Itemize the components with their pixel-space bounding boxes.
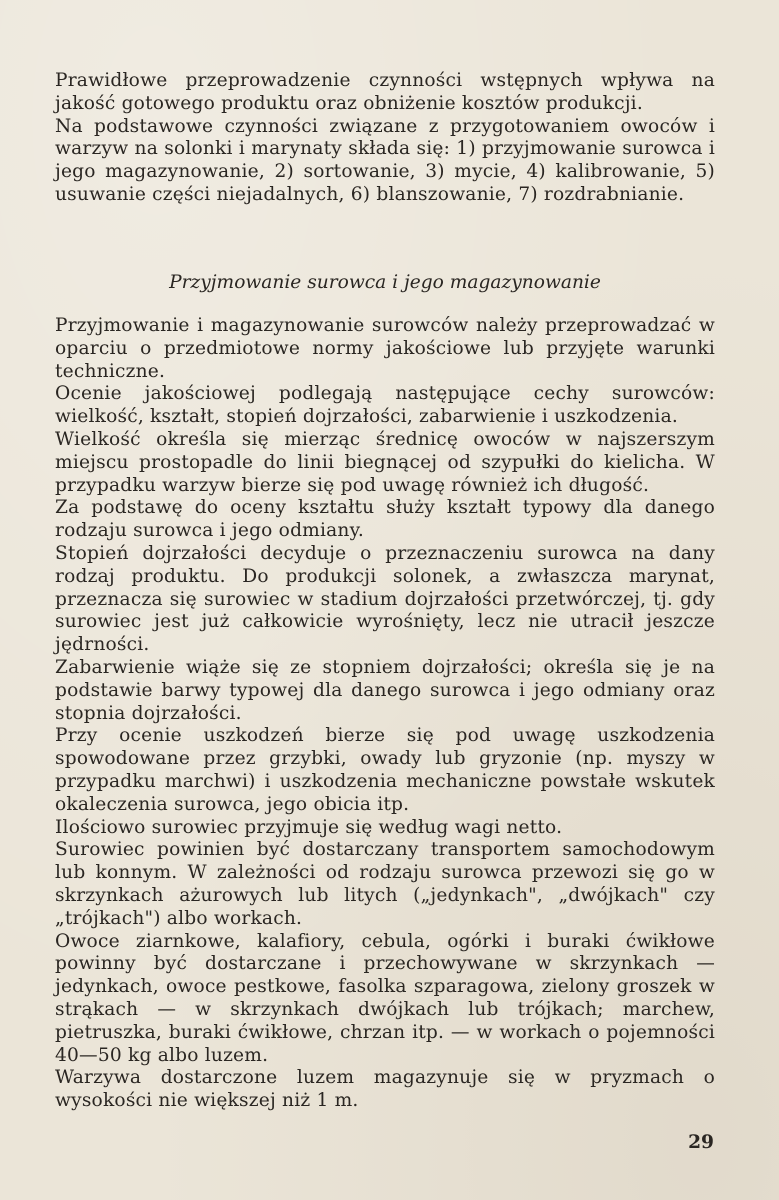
paragraph: Za podstawę do oceny kształtu służy kształt typowy dla danego rodzaju surowca i jego odmiany. bbox=[55, 497, 715, 542]
section-heading: Przyjmowanie surowca i jego magazynowanie bbox=[169, 272, 601, 293]
intro-paragraph-2: Na podstawowe czynności związane z przygotowaniem owoców i warzyw na solonki i marynaty składa się: 1) przyjmowanie surowca i jego magazynowanie, 2) sortowanie, 3) mycie, 4) kalibrowanie, 5) usuwanie części niejadalnych, 6) blanszowanie, 7) rozdrabnianie. bbox=[55, 115, 715, 205]
paragraph: Stopień dojrzałości decyduje o przeznaczeniu surowca na dany rodzaj produktu. Do produkcji solonek, a zwłaszcza marynat, przeznacza się surowiec w stadium dojrzałości przetwórczej, tj. gdy surowiec jest już całkowicie wyrośnięty, lecz nie utracił jeszcze jędrności. bbox=[55, 542, 715, 656]
paragraph: Przyjmowanie i magazynowanie surowców należy przeprowadzać w oparciu o przedmiotowe normy jakościowe lub przyjęte warunki techniczne. bbox=[55, 315, 715, 382]
section-body bbox=[55, 315, 715, 1113]
paragraph: Warzywa dostarczone luzem magazynuje się w pryzmach o wysokości nie większej niż 1 m. bbox=[55, 1067, 715, 1112]
paragraph: Przy ocenie uszkodzeń bierze się pod uwagę uszkodzenia spowodowane przez grzybki, owady lub gryzonie (np. myszy w przypadku marchwi) i uszkodzenia mechaniczne powstałe wskutek okaleczenia surowca, jego obicia itp. bbox=[55, 725, 715, 815]
intro-text bbox=[55, 70, 715, 207]
paragraph: Ilościowo surowiec przyjmuje się według wagi netto. bbox=[55, 816, 563, 838]
paragraph: Zabarwienie wiąże się ze stopniem dojrzałości; określa się je na podstawie barwy typowej dla danego surowca i jego odmiany oraz stopnia dojrzałości. bbox=[55, 656, 715, 724]
paragraph: Wielkość określa się mierząc średnicę owoców w najszerszym miejscu prostopadle do linii biegnącej od szypułki do kielicha. W przypadku warzyw bierze się pod uwagę również ich długość. bbox=[55, 428, 715, 496]
page-number: 29 bbox=[688, 1132, 714, 1153]
intro-paragraph-1: Prawidłowe przeprowadzenie czynności wstępnych wpływa na jakość gotowego produktu oraz obniżenie kosztów produkcji. bbox=[55, 70, 715, 114]
paragraph: Owoce ziarnkowe, kalafiory, cebula, ogórki i buraki ćwikłowe powinny być dostarczane i przechowywane w skrzynkach — jedynkach, owoce pestkowe, fasolka szparagowa, zielony groszek w strąkach — w skrzynkach dwójkach lub trójkach; marchew, pietruszka, buraki ćwikłowe, chrzan itp. — w workach o pojemności 40—50 kg albo luzem. bbox=[55, 930, 715, 1066]
paragraph: Surowiec powinien być dostarczany transportem samochodowym lub konnym. W zależności od rodzaju surowca przewozi się go w skrzynkach ażurowych lub litych („jedynkach", „dwójkach" czy „trójkach") albo workach. bbox=[55, 839, 715, 929]
paragraph: Ocenie jakościowej podlegają następujące cechy surowców: wielkość, kształt, stopień dojrzałości, zabarwienie i uszkodzenia. bbox=[55, 383, 715, 428]
